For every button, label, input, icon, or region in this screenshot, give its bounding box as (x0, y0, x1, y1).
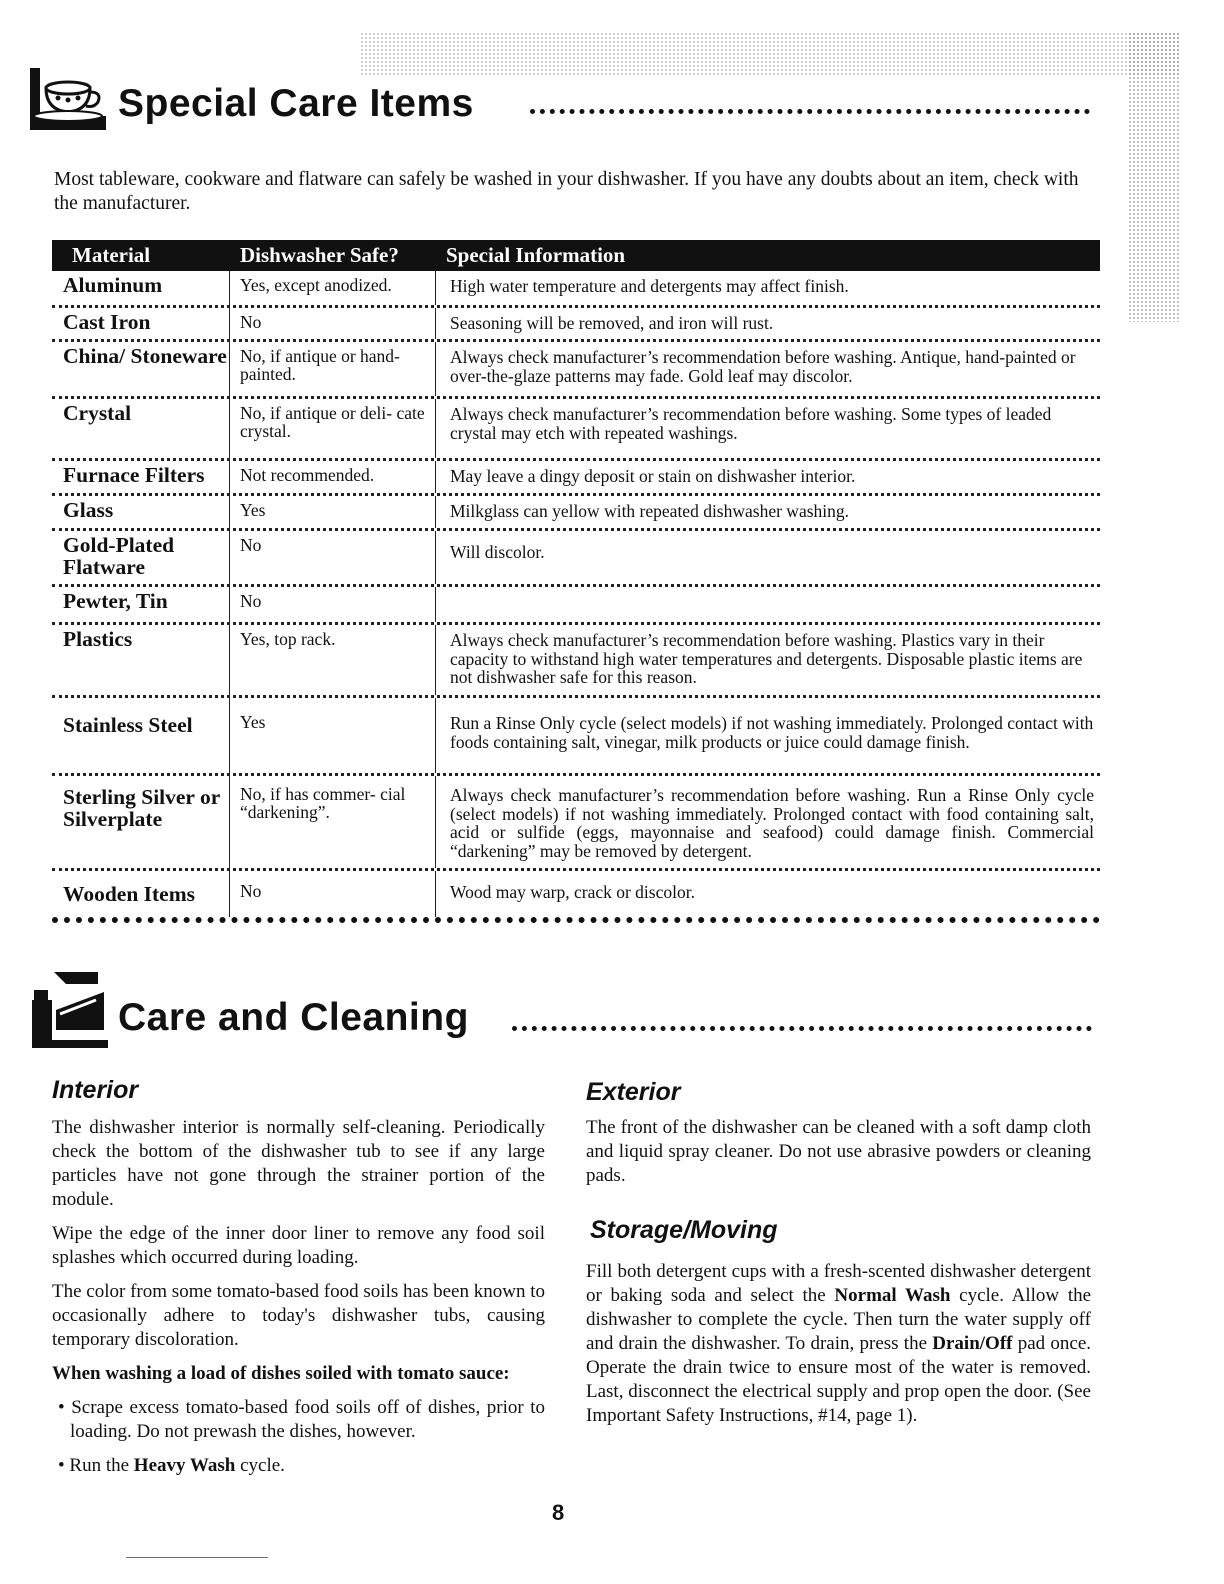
safe-cell: Not recommended. (230, 461, 436, 493)
interior-paragraph-2: Wipe the edge of the inner door liner to remove any food soil splashes which occurred during loading. (52, 1223, 545, 1268)
exterior-heading: Exterior (586, 1078, 681, 1106)
header-special-information: Special Information (446, 243, 626, 267)
halftone-shading-top (360, 32, 1180, 76)
table-row (52, 496, 1100, 531)
table-row (52, 271, 1100, 308)
table-row (52, 871, 1100, 923)
tomato-warning: When washing a load of dishes soiled with tomato sauce: (52, 1363, 510, 1384)
info-cell: Will discolor. (450, 542, 545, 562)
safe-cell: No (230, 871, 436, 917)
intro-paragraph: Most tableware, cookware and flatware can safely be washed in your dishwasher. If you have any doubts about an item, check with the manufacturer. (54, 169, 1079, 214)
table-row (52, 587, 1100, 625)
footer-rule (126, 1557, 268, 1558)
info-cell: Wood may warp, crack or discolor. (450, 882, 695, 902)
table-row (52, 399, 1100, 461)
material-cell: Crystal (52, 399, 230, 458)
exterior-column (586, 1116, 1091, 1198)
storage-column (586, 1260, 1091, 1438)
table-row (52, 342, 1100, 399)
info-cell: Always check manufacturer’s recommendation before washing. Run a Rinse Only cycle (select models) if not washing immediately. Prolonged contact with food containing salt, acid or sulfide (eggs, mayonnaise and seafood) could damage finish. Commercial “darkening” may be removed by detergent. (450, 785, 1094, 861)
header-dishwasher-safe: Dishwasher Safe? (240, 243, 399, 267)
bullet-text: Scrape excess tomato-based food soils off of dishes, prior to loading. Do not prewash the dishes, however. (70, 1397, 545, 1442)
cleaning-brush-icon (26, 970, 110, 1050)
material-cell: Cast Iron (52, 308, 230, 339)
safe-cell: No, if antique or deli- cate crystal. (230, 399, 436, 458)
storage-text: cycle. Allow the dishwasher to complete the cycle. Then turn the water supply off and drain the dishwasher. To drain, press the (586, 1285, 1092, 1354)
material-cell: Glass (52, 496, 230, 528)
bullet-text: cycle. (240, 1455, 285, 1476)
halftone-shading-right (1128, 32, 1180, 322)
interior-column (52, 1116, 545, 1488)
special-care-title: Special Care Items (118, 82, 474, 125)
material-cell: Plastics (52, 625, 230, 695)
safe-cell: Yes (230, 496, 436, 528)
bullet-item: • Run the Heavy Wash cycle. (58, 1455, 285, 1476)
info-cell: Always check manufacturer’s recommendation before washing. Some types of leaded crystal may etch with repeated washings. (450, 404, 1052, 443)
material-cell: Stainless Steel (52, 698, 230, 773)
heavy-wash-label: Heavy Wash (133, 1455, 236, 1476)
storage-paragraph (586, 1260, 1091, 1428)
care-cleaning-title: Care and Cleaning (118, 996, 469, 1039)
special-care-table (52, 240, 1100, 923)
storage-moving-heading: Storage/Moving (590, 1216, 778, 1244)
drain-off-label: Drain/Off (932, 1333, 1013, 1354)
interior-paragraph-3: The color from some tomato-based food soils has been known to occasionally adhere to today's dishwasher tubs, causing temporary discoloration. (52, 1281, 545, 1350)
table-row (52, 776, 1100, 871)
material-cell: Pewter, Tin (52, 587, 230, 622)
table-row (52, 531, 1100, 587)
title-leader-dots (512, 1026, 1092, 1031)
material-cell: Sterling Silver or Silverplate (52, 776, 230, 868)
safe-cell: No (230, 531, 436, 584)
table-row (52, 698, 1100, 776)
bullet-text: Run the (69, 1455, 130, 1476)
safe-cell: Yes, top rack. (230, 625, 436, 695)
exterior-paragraph: The front of the dishwasher can be cleaned with a soft damp cloth and liquid spray cleaner. Do not use abrasive powders or cleaning pads. (586, 1117, 1091, 1186)
bullet-item: • Scrape excess tomato-based food soils off of dishes, prior to loading. Do not prewash the dishes, however. (58, 1397, 545, 1442)
normal-wash-label: Normal Wash (834, 1285, 951, 1306)
material-cell: Aluminum (52, 271, 230, 305)
safe-cell: Yes (230, 698, 436, 773)
info-cell: Seasoning will be removed, and iron will rust. (450, 313, 774, 333)
safe-cell: No (230, 308, 436, 339)
table-header (52, 240, 1100, 271)
info-cell: May leave a dingy deposit or stain on dishwasher interior. (450, 466, 856, 486)
info-cell: High water temperature and detergents may affect finish. (450, 276, 849, 296)
interior-paragraph-1: The dishwasher interior is normally self-cleaning. Periodically check the bottom of the dishwasher tub to see if any large particles have not gone through the strainer portion of the module. (52, 1117, 545, 1210)
info-cell: Always check manufacturer’s recommendation before washing. Plastics vary in their capacity to withstand high water temperatures and detergents. Disposable plastic items are not dishwasher safe for this reason. (450, 630, 1083, 687)
safe-cell: No, if has commer- cial “darkening”. (230, 776, 436, 868)
safe-cell: Yes, except anodized. (230, 271, 436, 305)
info-cell: Run a Rinse Only cycle (select models) if not washing immediately. Prolonged contact with foods containing salt, vinegar, milk products or juice could damage finish. (450, 713, 1094, 752)
interior-heading: Interior (52, 1076, 139, 1104)
material-cell: China/ Stoneware (52, 342, 230, 396)
info-cell: Milkglass can yellow with repeated dishwasher washing. (450, 501, 850, 521)
safe-cell: No, if antique or hand-painted. (230, 342, 436, 396)
info-cell: Always check manufacturer’s recommendation before washing. Antique, hand-painted or over-the-glaze patterns may fade. Gold leaf may discolor. (450, 347, 1076, 386)
material-cell: Wooden Items (52, 871, 230, 917)
storage-text: Fill both detergent cups with a fresh-scented dishwasher detergent or baking soda and select the (586, 1261, 1091, 1306)
info-cell (436, 587, 1100, 622)
table-row (52, 625, 1100, 698)
material-cell: Furnace Filters (52, 461, 230, 493)
header-material: Material (72, 243, 151, 267)
storage-text: pad once. Operate the drain twice to ensure most of the water is removed. Last, disconnect the electrical supply and prop open the door. (See Important Safety Instructions, #14, page 1). (586, 1333, 1092, 1426)
teacup-icon (28, 66, 108, 132)
table-row (52, 308, 1100, 342)
page-number: 8 (552, 1500, 565, 1525)
table-row (52, 461, 1100, 496)
title-leader-dots (530, 109, 1090, 114)
material-cell: Gold-Plated Flatware (52, 531, 230, 584)
safe-cell: No (230, 587, 436, 622)
